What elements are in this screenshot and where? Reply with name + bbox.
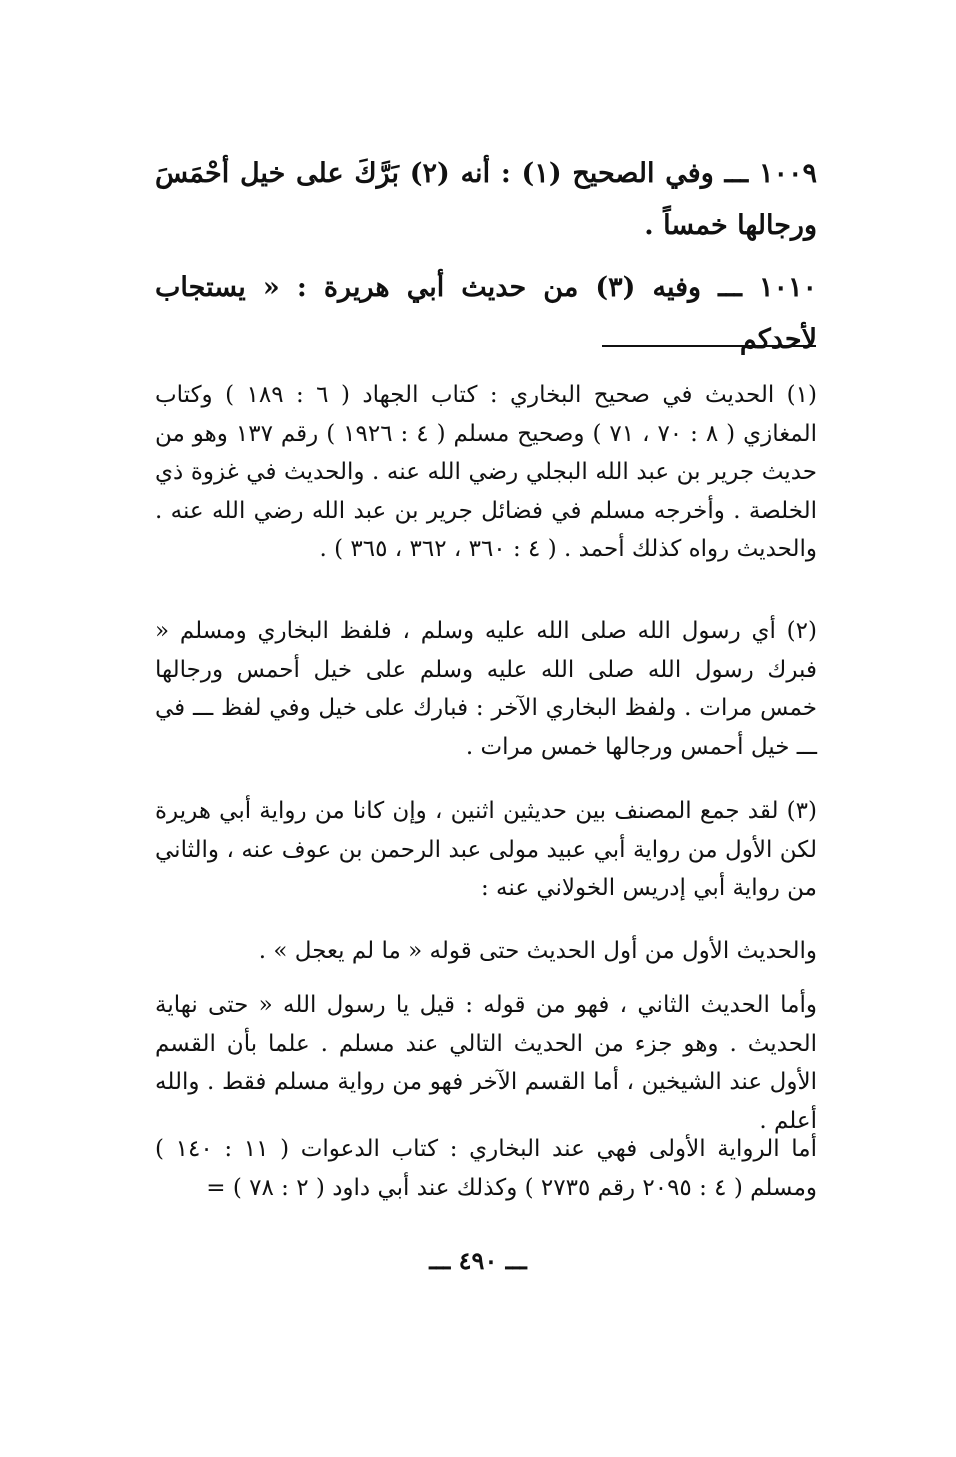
footnote-2 — [155, 612, 817, 766]
footnote-3-paragraph-2-text: والحديث الأول من أول الحديث حتى قوله « ما لم يعجل » . — [258, 938, 817, 964]
footnote-3-paragraph-3 — [155, 986, 817, 1140]
footnote-2-text: (٢) أي رسول الله صلى الله عليه وسلم ، فلفظ البخاري ومسلم « فبرك رسول الله صلى الله عليه وسلم على خيل أحمس ورجالها خمس مرات . ولفظ البخاري الآخر : فبارك على خيل وفي لفظ ـــ في ـــ خيل أحمس ورجالها خمس مرات . — [155, 618, 817, 760]
entry-1010-text: ١٠١٠ ـــ وفيه (٣) من حديث أبي هريرة : « يستجاب لأحدكم — [155, 272, 817, 355]
footnote-3-paragraph-4 — [155, 1130, 817, 1207]
footnote-1 — [155, 376, 817, 569]
entry-1009-text: ١٠٠٩ ـــ وفي الصحيح (١) : أنه (٢) بَرَّكَ على خيل أحْمَسَ ورجالها خمساً . — [155, 158, 817, 241]
footnote-1-text: (١) الحديث في صحيح البخاري : كتاب الجهاد ( ٦ : ١٨٩ ) وكتاب المغازي ( ٨ : ٧٠ ، ٧١ ) وصحيح مسلم ( ٤ : ١٩٢٦ ) رقم ١٣٧ وهو من حديث جرير بن عبد الله البجلي رضي الله عنه . والحديث في غزوة ذي الخلصة . وأخرجه مسلم في فضائل جرير بن عبد الله رضي الله عنه . والحديث رواه كذلك أحمد . ( ٤ : ٣٦٠ ، ٣٦٢ ، ٣٦٥ ) . — [155, 382, 817, 562]
entry-1009 — [155, 148, 817, 252]
footnote-3-paragraph-4-text: أما الرواية الأولى فهي عند البخاري : كتاب الدعوات ( ١١ : ١٤٠ ) ومسلم ( ٤ : ٢٠٩٥ رقم ٢٧٣٥ ) وكذلك عند أبي داود ( ٢ : ٧٨ ) = — [155, 1136, 817, 1201]
footnote-3-paragraph-3-text: وأما الحديث الثاني ، فهو من قوله : قيل يا رسول الله « حتى نهاية الحديث . وهو جزء من الحديث التالي عند مسلم . علما بأن القسم الأول عند الشيخين ، أما القسم الآخر فهو من رواية مسلم فقط . والله أعلم . — [155, 992, 817, 1134]
page-number: ـــ ٤٩٠ ـــ — [429, 1246, 527, 1275]
entry-1010 — [155, 262, 817, 366]
footnote-3 — [155, 792, 817, 908]
footnote-3-paragraph-2 — [155, 932, 817, 971]
footnote-separator — [602, 345, 816, 347]
footnote-3-text: (٣) لقد جمع المصنف بين حديثين اثنين ، وإن كانا من رواية أبي هريرة لكن الأول من رواية أبي عبيد مولى عبد الرحمن بن عوف عنه ، والثاني من رواية أبي إدريس الخولاني عنه : — [155, 798, 817, 901]
